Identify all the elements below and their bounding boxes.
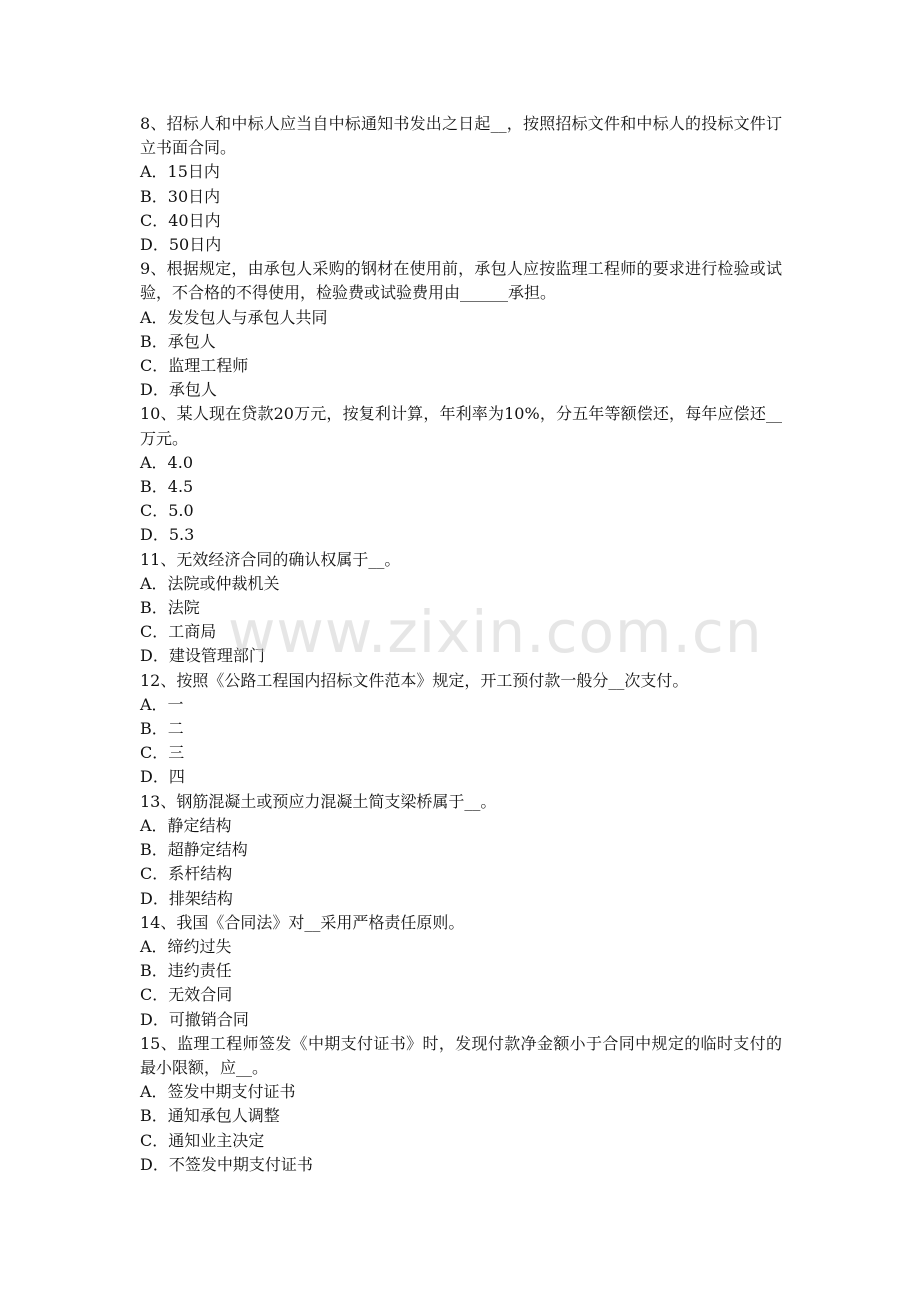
question-11 [140,548,782,669]
question-stem: 13、钢筋混凝土或预应力混凝土简支梁桥属于__。 [140,791,497,811]
watermark-text: www.zixin.com.cn [228,598,763,666]
question-9 [140,257,782,402]
question-15 [140,1032,782,1177]
option-a: A．法院或仲裁机关 [140,573,280,593]
option-d: D．不签发中期支付证书 [140,1154,313,1174]
option-a: A．4.0 [140,452,194,472]
option-c: C．40日内 [140,210,221,230]
option-c: C．通知业主决定 [140,1130,265,1150]
option-d: D．排架结构 [140,888,233,908]
option-a: A．静定结构 [140,815,232,835]
option-b: B．法院 [140,598,200,618]
question-stem: 8、招标人和中标人应当自中标通知书发出之日起__，按照招标文件和中标人的投标文件订立书面合同。 [140,114,782,158]
option-c: C．工商局 [140,622,217,642]
question-14 [140,911,782,1032]
document-page [140,112,782,1177]
option-c: C．系杆结构 [140,864,233,884]
option-a: A．缔约过失 [140,936,232,956]
option-b: B．超静定结构 [140,840,248,860]
option-b: B．4.5 [140,477,194,497]
option-c: C．无效合同 [140,985,233,1005]
option-d: D．承包人 [140,380,217,400]
option-a: A．签发中期支付证书 [140,1082,296,1102]
question-stem: 11、无效经济合同的确认权属于__。 [140,549,401,569]
option-a: A．发发包人与承包人共同 [140,307,328,327]
question-12 [140,669,782,790]
option-c: C．三 [140,743,185,763]
option-b: B．30日内 [140,186,221,206]
question-stem: 12、按照《公路工程国内招标文件范本》规定，开工预付款一般分__次支付。 [140,670,689,690]
question-13 [140,790,782,911]
option-c: C．监理工程师 [140,356,249,376]
option-b: B．违约责任 [140,961,232,981]
question-stem: 14、我国《合同法》对__采用严格责任原则。 [140,912,465,932]
question-stem: 10、某人现在贷款20万元，按复利计算，年利率为10%，分五年等额偿还，每年应偿还__万元。 [140,404,782,448]
option-d: D．建设管理部门 [140,646,265,666]
question-stem: 15、监理工程师签发《中期支付证书》时，发现付款净金额小于合同中规定的临时支付的最小限额，应__。 [140,1033,782,1077]
option-b: B．通知承包人调整 [140,1106,280,1126]
option-b: B．承包人 [140,331,216,351]
question-10 [140,402,782,547]
question-8 [140,112,782,257]
option-d: D．5.3 [140,525,195,545]
option-d: D．四 [140,767,185,787]
option-a: A．一 [140,694,184,714]
option-b: B．二 [140,719,184,739]
option-d: D．可撤销合同 [140,1009,249,1029]
question-stem: 9、根据规定，由承包人采购的钢材在使用前，承包人应按监理工程师的要求进行检验或试验，不合格的不得使用，检验费或试验费用由______承担。 [140,259,782,303]
option-d: D．50日内 [140,235,222,255]
option-a: A．15日内 [140,162,220,182]
option-c: C．5.0 [140,501,194,521]
